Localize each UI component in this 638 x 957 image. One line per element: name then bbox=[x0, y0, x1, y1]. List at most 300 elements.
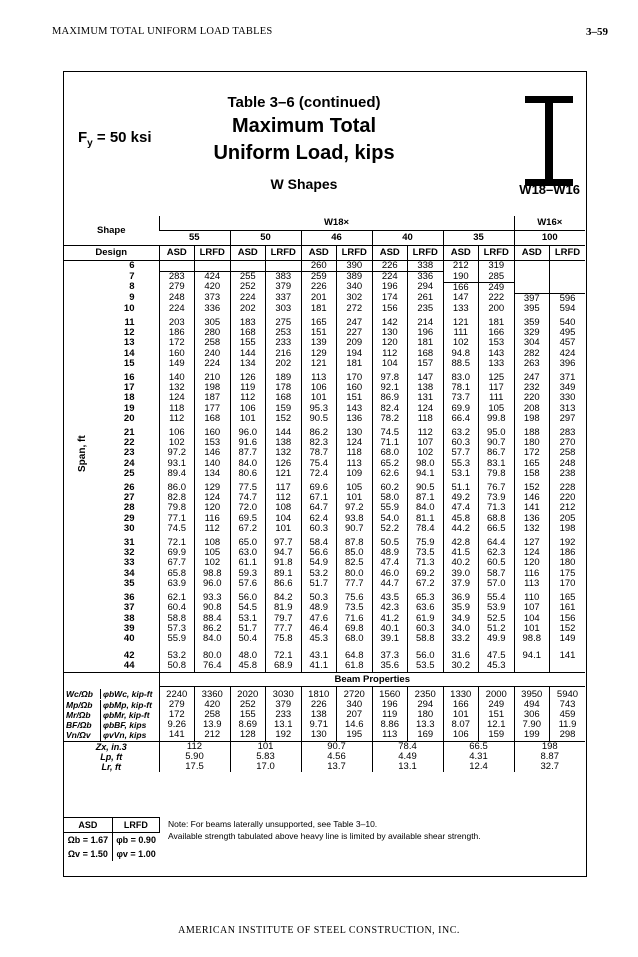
load-value: 113 bbox=[337, 459, 373, 469]
load-value: 117 bbox=[266, 483, 302, 493]
load-value: 82.4 bbox=[372, 404, 408, 414]
method-header: ASD bbox=[372, 246, 408, 261]
load-value: 139 bbox=[301, 338, 337, 348]
load-value: 101 bbox=[230, 414, 266, 428]
load-value: 94.1 bbox=[408, 469, 444, 483]
load-value: 60.5 bbox=[479, 558, 515, 568]
load-value: 65.3 bbox=[408, 593, 444, 603]
span-axis-label: Span, ft bbox=[77, 435, 88, 473]
load-value: 132 bbox=[159, 383, 195, 393]
load-value: 302 bbox=[337, 293, 373, 304]
load-value: 209 bbox=[337, 338, 373, 348]
load-value: 90.7 bbox=[479, 438, 515, 448]
span-value: 6 bbox=[129, 260, 135, 271]
load-value: 183 bbox=[230, 318, 266, 328]
span-value: 42 bbox=[123, 650, 135, 662]
load-value: 177 bbox=[195, 404, 231, 414]
load-value: 43.1 bbox=[301, 648, 337, 661]
load-value: 87.8 bbox=[337, 538, 373, 548]
load-value: 200 bbox=[479, 304, 515, 318]
table-subtitle: W Shapes bbox=[270, 176, 338, 192]
load-value: 134 bbox=[230, 359, 266, 373]
load-value: 39.0 bbox=[443, 569, 479, 579]
weight-header: 35 bbox=[443, 231, 514, 246]
load-value: 57.0 bbox=[479, 579, 515, 593]
load-value: 120 bbox=[195, 503, 231, 513]
load-value: 141 bbox=[514, 503, 550, 513]
load-value: 41.2 bbox=[372, 614, 408, 624]
load-value: 33.2 bbox=[443, 634, 479, 648]
section-property-value: 17.5 bbox=[159, 762, 230, 772]
load-value: 58.0 bbox=[372, 493, 408, 503]
load-value: 78.2 bbox=[372, 414, 408, 428]
load-value: 43.5 bbox=[372, 593, 408, 603]
property-value: 379 bbox=[266, 700, 302, 710]
load-value: 69.2 bbox=[408, 569, 444, 579]
load-value: 62.4 bbox=[301, 514, 337, 524]
load-value: 63.2 bbox=[443, 428, 479, 438]
load-value: 61.8 bbox=[337, 661, 373, 672]
load-value: 240 bbox=[195, 349, 231, 359]
load-value: 109 bbox=[337, 469, 373, 483]
load-value: 97.2 bbox=[337, 503, 373, 513]
load-value: 51.2 bbox=[479, 624, 515, 634]
property-value: 207 bbox=[337, 710, 373, 720]
span-value: 19 bbox=[123, 402, 135, 414]
property-value: 3360 bbox=[195, 686, 231, 700]
load-value: 59.3 bbox=[230, 569, 266, 579]
load-value: 97.7 bbox=[266, 538, 302, 548]
load-value: 47.5 bbox=[479, 648, 515, 661]
property-label: Wc/Ωb φbWc, kip-ft bbox=[66, 689, 153, 700]
load-value: 166 bbox=[443, 282, 479, 293]
load-value: 116 bbox=[514, 569, 550, 579]
load-value: 248 bbox=[550, 459, 586, 469]
load-value: 112 bbox=[266, 493, 302, 503]
load-value: 165 bbox=[301, 318, 337, 328]
span-value: 32 bbox=[123, 547, 135, 559]
load-value: 98.8 bbox=[195, 569, 231, 579]
load-value: 75.9 bbox=[408, 538, 444, 548]
load-value: 75.4 bbox=[301, 459, 337, 469]
load-value: 127 bbox=[514, 538, 550, 548]
load-value: 189 bbox=[266, 373, 302, 383]
property-value: 212 bbox=[195, 730, 231, 741]
load-value: 212 bbox=[550, 503, 586, 513]
load-value: 48.0 bbox=[230, 648, 266, 661]
load-value: 82.3 bbox=[301, 438, 337, 448]
load-value: 42.8 bbox=[443, 538, 479, 548]
load-value: 35.6 bbox=[372, 661, 408, 672]
load-value: 79.8 bbox=[159, 503, 195, 513]
load-value: 53.9 bbox=[479, 603, 515, 613]
load-value: 63.9 bbox=[159, 579, 195, 593]
load-value: 192 bbox=[550, 538, 586, 548]
load-value: 67.2 bbox=[408, 579, 444, 593]
load-value: 112 bbox=[230, 393, 266, 403]
load-value: 30.2 bbox=[443, 661, 479, 672]
load-value: 93.3 bbox=[195, 593, 231, 603]
load-value: 142 bbox=[372, 318, 408, 328]
load-value: 68.8 bbox=[479, 514, 515, 524]
load-value: 45.3 bbox=[301, 634, 337, 648]
load-value: 36.9 bbox=[443, 593, 479, 603]
property-value: 155 bbox=[230, 710, 266, 720]
publisher: AMERICAN INSTITUTE OF STEEL CONSTRUCTION, INC. bbox=[178, 925, 460, 936]
load-value: 72.1 bbox=[159, 538, 195, 548]
section-property-label: Lr, ft bbox=[101, 761, 121, 772]
load-value: 60.3 bbox=[301, 524, 337, 538]
load-value: 95.3 bbox=[301, 404, 337, 414]
load-value: 124 bbox=[195, 493, 231, 503]
property-value: 11.9 bbox=[550, 720, 586, 730]
load-value: 143 bbox=[337, 404, 373, 414]
load-value: 63.0 bbox=[230, 548, 266, 558]
property-value: 294 bbox=[408, 700, 444, 710]
load-value: 45.8 bbox=[230, 661, 266, 672]
load-value bbox=[195, 261, 231, 272]
property-value: 13.1 bbox=[266, 720, 302, 730]
load-value: 113 bbox=[301, 373, 337, 383]
load-value: 67.1 bbox=[301, 493, 337, 503]
load-value: 313 bbox=[550, 404, 586, 414]
load-value: 52.2 bbox=[372, 524, 408, 538]
load-value: 203 bbox=[159, 318, 195, 328]
section-property-value: 12.4 bbox=[443, 762, 514, 772]
load-value: 113 bbox=[514, 579, 550, 593]
weight-header: 100 bbox=[514, 231, 585, 246]
load-value: 112 bbox=[195, 524, 231, 538]
span-value: 33 bbox=[123, 557, 135, 569]
load-value: 304 bbox=[514, 338, 550, 348]
load-value: 82.8 bbox=[159, 493, 195, 503]
load-value: 349 bbox=[550, 383, 586, 393]
load-value: 214 bbox=[408, 318, 444, 328]
load-value: 196 bbox=[372, 282, 408, 293]
group-header: W16× bbox=[514, 216, 585, 231]
section-property-value: 5.90 bbox=[159, 752, 230, 762]
property-value: 119 bbox=[372, 710, 408, 720]
load-value: 37.9 bbox=[443, 579, 479, 593]
weight-header: 50 bbox=[230, 231, 301, 246]
load-value: 144 bbox=[230, 349, 266, 359]
load-value: 90.5 bbox=[301, 414, 337, 428]
load-value: 168 bbox=[195, 414, 231, 428]
load-value: 87.7 bbox=[230, 448, 266, 458]
span-value: 44 bbox=[123, 660, 135, 672]
load-value: 75.6 bbox=[337, 593, 373, 603]
load-value: 63.6 bbox=[408, 603, 444, 613]
property-value: 101 bbox=[443, 710, 479, 720]
load-value: 60.3 bbox=[443, 438, 479, 448]
load-value: 126 bbox=[266, 459, 302, 469]
method-header: ASD bbox=[514, 246, 550, 261]
load-value: 124 bbox=[337, 438, 373, 448]
load-value: 172 bbox=[514, 448, 550, 458]
load-value: 75.8 bbox=[266, 634, 302, 648]
load-value: 178 bbox=[266, 383, 302, 393]
load-value: 124 bbox=[159, 393, 195, 403]
property-value: 8.07 bbox=[443, 720, 479, 730]
property-label: Mr/Ωb φbMr, kip-ft bbox=[66, 709, 150, 720]
load-value: 83.0 bbox=[443, 373, 479, 383]
load-value: 132 bbox=[514, 524, 550, 538]
load-value: 340 bbox=[337, 282, 373, 293]
load-value: 190 bbox=[443, 272, 479, 283]
load-value: 156 bbox=[550, 614, 586, 624]
load-value: 41.1 bbox=[301, 661, 337, 672]
load-value: 102 bbox=[443, 338, 479, 348]
load-value: 133 bbox=[443, 304, 479, 318]
load-value: 373 bbox=[195, 293, 231, 304]
property-value: 1330 bbox=[443, 686, 479, 700]
load-value: 224 bbox=[159, 304, 195, 318]
load-value: 389 bbox=[337, 272, 373, 283]
load-value: 263 bbox=[514, 359, 550, 373]
load-value: 94.1 bbox=[514, 648, 550, 661]
load-value: 252 bbox=[230, 282, 266, 293]
load-value: 83.1 bbox=[479, 459, 515, 469]
load-value: 60.3 bbox=[408, 624, 444, 634]
property-value: 13.3 bbox=[408, 720, 444, 730]
load-value: 90.5 bbox=[408, 483, 444, 493]
load-value: 124 bbox=[514, 548, 550, 558]
load-value: 42.3 bbox=[372, 603, 408, 613]
load-value: 84.0 bbox=[408, 503, 444, 513]
load-value: 62.6 bbox=[372, 469, 408, 483]
load-value: 282 bbox=[514, 349, 550, 359]
load-value: 129 bbox=[195, 483, 231, 493]
span-value: 38 bbox=[123, 612, 135, 624]
load-value: 146 bbox=[195, 448, 231, 458]
load-value: 279 bbox=[159, 282, 195, 293]
load-value: 79.8 bbox=[479, 469, 515, 483]
load-value: 155 bbox=[230, 338, 266, 348]
load-value: 93.8 bbox=[337, 514, 373, 524]
span-value: 7 bbox=[129, 270, 135, 282]
table-number: Table 3–6 (continued) bbox=[227, 94, 381, 111]
span-value: 30 bbox=[123, 522, 135, 534]
load-value: 102 bbox=[408, 448, 444, 458]
span-value: 27 bbox=[123, 492, 135, 504]
load-value: 187 bbox=[195, 393, 231, 403]
section-property-value: 4.31 bbox=[443, 752, 514, 762]
load-value: 76.7 bbox=[479, 483, 515, 493]
load-value: 116 bbox=[195, 514, 231, 524]
load-value: 69.5 bbox=[230, 514, 266, 524]
load-value: 258 bbox=[195, 338, 231, 348]
load-value: 71.1 bbox=[372, 438, 408, 448]
table-title-2: Uniform Load, kips bbox=[213, 142, 395, 164]
load-value: 160 bbox=[337, 383, 373, 393]
running-header-title: MAXIMUM TOTAL UNIFORM LOAD TABLES bbox=[52, 26, 273, 37]
load-value bbox=[514, 282, 550, 293]
method-header: LRFD bbox=[337, 246, 373, 261]
load-value: 101 bbox=[514, 624, 550, 634]
load-value: 54.0 bbox=[372, 514, 408, 524]
load-value: 151 bbox=[301, 328, 337, 338]
load-value: 121 bbox=[443, 318, 479, 328]
load-value: 57.6 bbox=[230, 579, 266, 593]
load-value: 102 bbox=[195, 558, 231, 568]
load-value: 121 bbox=[266, 469, 302, 483]
load-value: 71.6 bbox=[337, 614, 373, 624]
load-value: 222 bbox=[479, 293, 515, 304]
load-value: 196 bbox=[408, 328, 444, 338]
load-value: 105 bbox=[195, 548, 231, 558]
load-value: 106 bbox=[159, 428, 195, 438]
load-value: 58.7 bbox=[479, 569, 515, 579]
load-value: 379 bbox=[266, 282, 302, 293]
property-value: 2020 bbox=[230, 686, 266, 700]
load-value: 108 bbox=[195, 538, 231, 548]
load-value: 390 bbox=[337, 261, 373, 272]
load-value: 131 bbox=[408, 393, 444, 403]
load-value: 47.6 bbox=[301, 614, 337, 624]
load-value: 31.6 bbox=[443, 648, 479, 661]
load-value: 134 bbox=[195, 469, 231, 483]
load-value: 194 bbox=[337, 349, 373, 359]
span-value: 9 bbox=[129, 292, 135, 304]
span-value: 39 bbox=[123, 622, 135, 634]
span-value: 24 bbox=[123, 457, 135, 469]
property-value: 2240 bbox=[159, 686, 195, 700]
load-value: 62.1 bbox=[159, 593, 195, 603]
load-value: 58.8 bbox=[408, 634, 444, 648]
load-value: 77.5 bbox=[230, 483, 266, 493]
section-property-value: 32.7 bbox=[514, 762, 585, 772]
load-value: 153 bbox=[479, 338, 515, 348]
load-value: 226 bbox=[372, 261, 408, 272]
load-value: 198 bbox=[195, 383, 231, 393]
load-value: 174 bbox=[372, 293, 408, 304]
section-property-value: 13.1 bbox=[372, 762, 443, 772]
load-value: 97.2 bbox=[159, 448, 195, 458]
load-value: 118 bbox=[159, 404, 195, 414]
load-value: 97.8 bbox=[372, 373, 408, 383]
load-value: 338 bbox=[408, 261, 444, 272]
shape-range: W18–W16 bbox=[519, 182, 580, 197]
load-value bbox=[266, 261, 302, 272]
section-property-value: 4.56 bbox=[301, 752, 372, 762]
load-value: 224 bbox=[372, 272, 408, 283]
method-header: LRFD bbox=[195, 246, 231, 261]
load-value: 78.7 bbox=[301, 448, 337, 458]
load-value: 82.5 bbox=[337, 558, 373, 568]
load-value: 106 bbox=[230, 404, 266, 414]
load-value: 319 bbox=[479, 261, 515, 272]
load-value: 594 bbox=[550, 304, 586, 318]
load-value: 94.7 bbox=[266, 548, 302, 558]
load-value: 65.2 bbox=[372, 459, 408, 469]
load-value: 261 bbox=[408, 293, 444, 304]
load-value: 227 bbox=[337, 328, 373, 338]
property-value: 306 bbox=[514, 710, 550, 720]
load-value: 111 bbox=[443, 328, 479, 338]
load-value: 125 bbox=[479, 373, 515, 383]
property-value: 192 bbox=[266, 730, 302, 741]
load-value: 101 bbox=[301, 393, 337, 403]
load-value: 166 bbox=[479, 328, 515, 338]
load-value: 202 bbox=[230, 304, 266, 318]
load-value: 224 bbox=[230, 293, 266, 304]
load-value: 157 bbox=[408, 359, 444, 373]
property-value: 106 bbox=[443, 730, 479, 741]
load-value: 57.3 bbox=[159, 624, 195, 634]
load-value: 330 bbox=[550, 393, 586, 403]
load-value: 51.1 bbox=[443, 483, 479, 493]
property-value: 138 bbox=[301, 710, 337, 720]
section-property-value: 112 bbox=[159, 741, 230, 752]
table-title-1: Maximum Total bbox=[231, 115, 377, 137]
section-property-value: 78.4 bbox=[372, 741, 443, 752]
load-value: 67.7 bbox=[159, 558, 195, 568]
load-value bbox=[550, 282, 586, 293]
note-line-1: Note: For beams laterally unsupported, see Table 3–10. bbox=[168, 819, 378, 829]
load-value: 147 bbox=[408, 373, 444, 383]
load-value: 247 bbox=[337, 318, 373, 328]
load-value: 112 bbox=[408, 428, 444, 438]
property-value: 130 bbox=[301, 730, 337, 741]
load-value: 101 bbox=[266, 524, 302, 538]
load-value: 205 bbox=[550, 514, 586, 524]
property-value: 252 bbox=[230, 700, 266, 710]
span-value: 29 bbox=[123, 512, 135, 524]
load-value: 99.8 bbox=[479, 414, 515, 428]
load-value: 136 bbox=[514, 514, 550, 524]
load-value: 49.2 bbox=[443, 493, 479, 503]
load-value: 77.1 bbox=[159, 514, 195, 524]
load-value bbox=[550, 261, 586, 272]
load-value: 66.4 bbox=[443, 414, 479, 428]
load-value: 144 bbox=[266, 428, 302, 438]
property-value: 420 bbox=[195, 700, 231, 710]
load-value: 232 bbox=[514, 383, 550, 393]
load-value: 60.4 bbox=[159, 603, 195, 613]
property-value: 8.69 bbox=[230, 720, 266, 730]
load-value: 74.7 bbox=[230, 493, 266, 503]
load-value: 216 bbox=[266, 349, 302, 359]
property-label: BF/Ωb φbBF, kips bbox=[66, 720, 147, 731]
load-value: 53.1 bbox=[443, 469, 479, 483]
load-value: 170 bbox=[550, 579, 586, 593]
design-label: Design bbox=[64, 246, 159, 261]
shape-label: Shape bbox=[64, 216, 159, 246]
load-value: 110 bbox=[514, 593, 550, 603]
load-value: 275 bbox=[266, 318, 302, 328]
load-value: 67.2 bbox=[230, 524, 266, 538]
load-value: 248 bbox=[159, 293, 195, 304]
property-value: 3950 bbox=[514, 686, 550, 700]
load-value: 495 bbox=[550, 328, 586, 338]
load-value: 92.1 bbox=[372, 383, 408, 393]
load-value: 303 bbox=[266, 304, 302, 318]
load-value: 168 bbox=[266, 393, 302, 403]
method-header: ASD bbox=[443, 246, 479, 261]
property-value: 172 bbox=[159, 710, 195, 720]
section-property-value: 8.87 bbox=[514, 752, 585, 762]
load-value: 424 bbox=[550, 349, 586, 359]
load-value: 165 bbox=[514, 459, 550, 469]
property-value: 9.26 bbox=[159, 720, 195, 730]
load-value: 235 bbox=[408, 304, 444, 318]
load-value: 90.8 bbox=[195, 603, 231, 613]
load-value: 424 bbox=[195, 272, 231, 283]
load-value: 85.0 bbox=[337, 548, 373, 558]
span-value: 22 bbox=[123, 437, 135, 449]
load-value bbox=[550, 661, 586, 672]
load-value: 141 bbox=[550, 648, 586, 661]
